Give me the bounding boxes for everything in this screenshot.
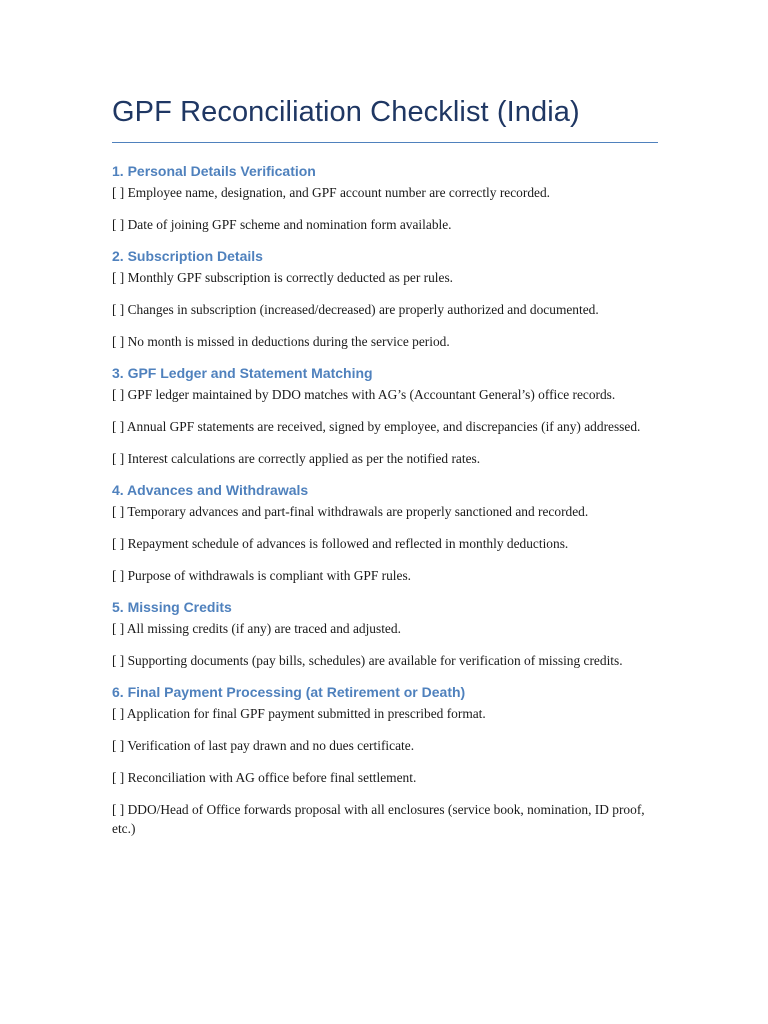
checklist-item: [ ] Interest calculations are correctly applied as per the notified rates.	[112, 451, 481, 466]
checklist-item: [ ] Changes in subscription (increased/decreased) are properly authorized and documented.	[112, 302, 599, 317]
section-final-payment	[112, 683, 658, 838]
page-title: GPF Reconciliation Checklist (India)	[112, 96, 580, 128]
section-heading: 3. GPF Ledger and Statement Matching	[112, 365, 373, 381]
section-subscription-details	[112, 247, 658, 351]
section-heading: 5. Missing Credits	[112, 599, 232, 615]
checklist-item: [ ] Date of joining GPF scheme and nomination form available.	[112, 217, 452, 232]
checklist-item: [ ] All missing credits (if any) are traced and adjusted.	[112, 621, 401, 636]
document-page	[112, 92, 658, 851]
checklist-item: [ ] Employee name, designation, and GPF account number are correctly recorded.	[112, 185, 551, 200]
section-heading: 1. Personal Details Verification	[112, 163, 316, 179]
checklist-item: [ ] Monthly GPF subscription is correctly deducted as per rules.	[112, 270, 454, 285]
section-advances-withdrawals	[112, 481, 658, 585]
checklist-item: [ ] No month is missed in deductions during the service period.	[112, 334, 450, 349]
section-missing-credits	[112, 598, 658, 670]
checklist-item: [ ] GPF ledger maintained by DDO matches with AG’s (Accountant General’s) office records.	[112, 387, 616, 402]
section-ledger-statement	[112, 364, 658, 468]
checklist-item: [ ] Application for final GPF payment submitted in prescribed format.	[112, 706, 486, 721]
checklist-item: [ ] Purpose of withdrawals is compliant with GPF rules.	[112, 568, 412, 583]
checklist-item: [ ] Reconciliation with AG office before final settlement.	[112, 770, 417, 785]
section-heading: 2. Subscription Details	[112, 248, 263, 264]
checklist-item: [ ] Temporary advances and part-final withdrawals are properly sanctioned and recorded.	[112, 504, 589, 519]
checklist-item: [ ] Annual GPF statements are received, signed by employee, and discrepancies (if any) addressed.	[112, 419, 641, 434]
checklist-item: [ ] DDO/Head of Office forwards proposal with all enclosures (service book, nomination, ID proof, etc.)	[112, 802, 645, 836]
section-heading: 4. Advances and Withdrawals	[112, 482, 309, 498]
checklist-item: [ ] Verification of last pay drawn and no dues certificate.	[112, 738, 415, 753]
section-heading: 6. Final Payment Processing (at Retirement or Death)	[112, 684, 466, 700]
checklist-item: [ ] Supporting documents (pay bills, schedules) are available for verification of missing credits.	[112, 653, 623, 668]
title-divider	[112, 142, 658, 143]
section-personal-details	[112, 162, 658, 234]
checklist-item: [ ] Repayment schedule of advances is followed and reflected in monthly deductions.	[112, 536, 569, 551]
